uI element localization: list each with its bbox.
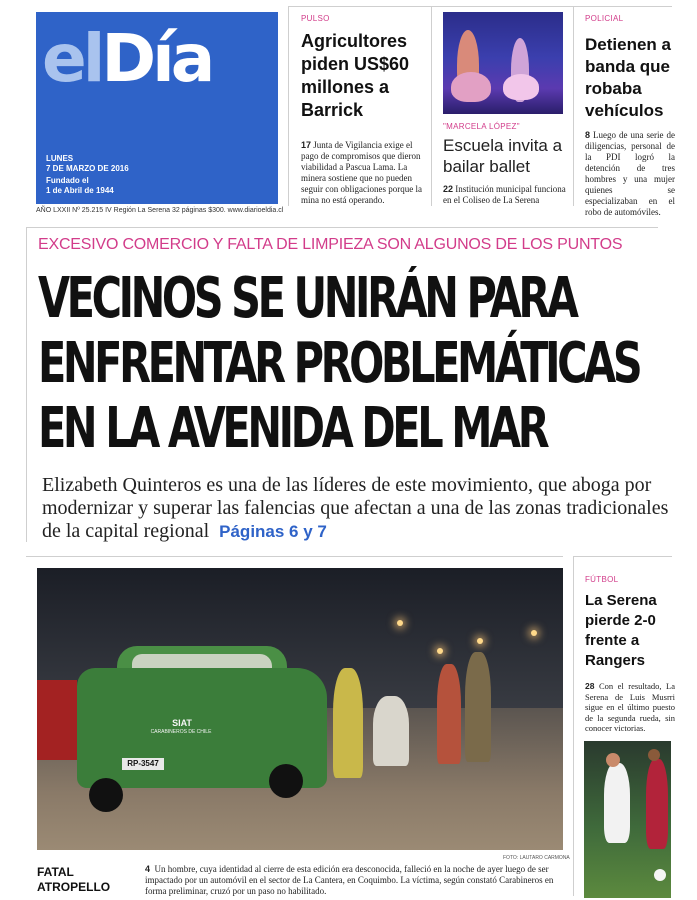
street-light xyxy=(531,630,537,636)
headline-left-rule xyxy=(26,227,27,542)
page-number: 8 xyxy=(585,130,591,140)
masthead xyxy=(36,12,278,204)
tutu-shape xyxy=(503,74,539,100)
player-head xyxy=(606,753,620,767)
officer-figure xyxy=(465,652,491,762)
teaser-title-ballet[interactable]: Escuela invita a bailar ballet xyxy=(443,136,563,176)
car-wheel xyxy=(89,778,123,812)
main-headline[interactable]: VECINOS SE UNIRÁN PARA ENFRENTAR PROBLEMÁTICAS EN LA AVENIDA DEL MAR xyxy=(38,266,640,461)
page-reference[interactable]: Páginas 6 y 7 xyxy=(219,522,327,541)
officer-figure xyxy=(437,664,461,764)
tutu-shape xyxy=(451,72,491,102)
teaser-title-policial[interactable]: Detienen a banda que robaba vehículos xyxy=(585,35,671,120)
player-head xyxy=(648,749,660,761)
street-light xyxy=(477,638,483,644)
player-figure xyxy=(604,763,630,843)
photo-story-title[interactable]: FATAL ATROPELLO xyxy=(37,865,111,894)
column-divider xyxy=(573,6,574,206)
page-number: 17 xyxy=(301,140,312,150)
newspaper-logo[interactable]: elDía xyxy=(42,20,212,97)
teaser-title-pulso[interactable]: Agricultores piden US$60 millones a Barrick xyxy=(301,31,410,120)
column-divider xyxy=(288,6,289,206)
soccer-ball xyxy=(654,869,666,881)
photo-rule xyxy=(26,556,563,557)
accident-photo[interactable] xyxy=(37,568,563,850)
officer-figure xyxy=(373,696,409,766)
street-light xyxy=(397,620,403,626)
page-number: 28 xyxy=(585,681,595,691)
street-light xyxy=(437,648,443,654)
car-marking: SIAT xyxy=(172,718,192,728)
page-number: 4 xyxy=(145,864,151,874)
teaser-body-futbol: 28 Con el resultado, La Serena de Luis Musrri sigue en el último puesto de la segunda rueda, sin conocer victorias. xyxy=(585,681,675,733)
ballet-photo[interactable] xyxy=(443,12,563,114)
sports-divider xyxy=(573,556,574,896)
main-story-deck: Elizabeth Quinteros es una de las líderes de este movimiento, que aboga por modernizar y superar las falencias que afectan a una de las zonas tradicionales de la capital regional Páginas 6 y 7 xyxy=(42,474,669,542)
headline-rule xyxy=(26,227,658,228)
sports-top-rule xyxy=(573,556,672,557)
section-label-pulso: PULSO xyxy=(301,14,330,23)
edition-info: AÑO LXXII Nº 25.215 IV Región La Serena 32 páginas $300. www.diarioeldia.cl xyxy=(36,207,284,214)
teaser-body-ballet: 22 Institución municipal funciona en el Coliseo de La Serena xyxy=(443,184,566,205)
section-label-futbol: FÚTBOL xyxy=(585,575,619,584)
section-label-policial: POLICIAL xyxy=(585,14,624,23)
section-label-ballet: "MARCELA LÓPEZ" xyxy=(443,122,520,131)
top-rule xyxy=(288,6,672,7)
founded-date: Fundado el 1 de Abril de 1944 xyxy=(46,176,114,195)
license-plate: RP-3547 xyxy=(122,758,164,770)
column-divider xyxy=(431,6,432,206)
officer-figure xyxy=(333,668,363,778)
page-number: 22 xyxy=(443,184,454,194)
car-wheel xyxy=(269,764,303,798)
soccer-photo[interactable] xyxy=(584,741,671,898)
car-submarking: CARABINEROS DE CHILE xyxy=(150,729,212,735)
issue-date: LUNES 7 DE MARZO DE 2016 xyxy=(46,154,129,173)
photo-credit: FOTO: LAUTARO CARMONA xyxy=(503,855,570,861)
player-figure xyxy=(646,759,668,849)
teaser-body-policial: 8 Luego de una serie de diligencias, personal de la PDI logró la detención de tres hombres y una mujer quienes se especializaban en el robo de automóviles. xyxy=(585,130,676,217)
teaser-body-pulso: 17 Junta de Vigilancia exige el pago de compromisos que dieron viabilidad a Pascua Lama. La minera sostiene que no pueden seguir con obligaciones porque la mina no está operando. xyxy=(301,140,422,205)
teaser-title-futbol[interactable]: La Serena pierde 2-0 frente a Rangers xyxy=(585,592,657,669)
red-vehicle xyxy=(37,680,77,760)
main-story-kicker: EXCESIVO COMERCIO Y FALTA DE LIMPIEZA SON ALGUNOS DE LOS PUNTOS xyxy=(38,236,623,253)
photo-story-body: 4 Un hombre, cuya identidad al cierre de esta edición era desconocida, falleció en la noche de ayer luego de ser impactado por un automóvil en el sector de La Cantera, en Coquimbo. La víctima, según constató Carabineros en forma preliminar, cruzó por un paso no habilitado. xyxy=(145,864,554,896)
